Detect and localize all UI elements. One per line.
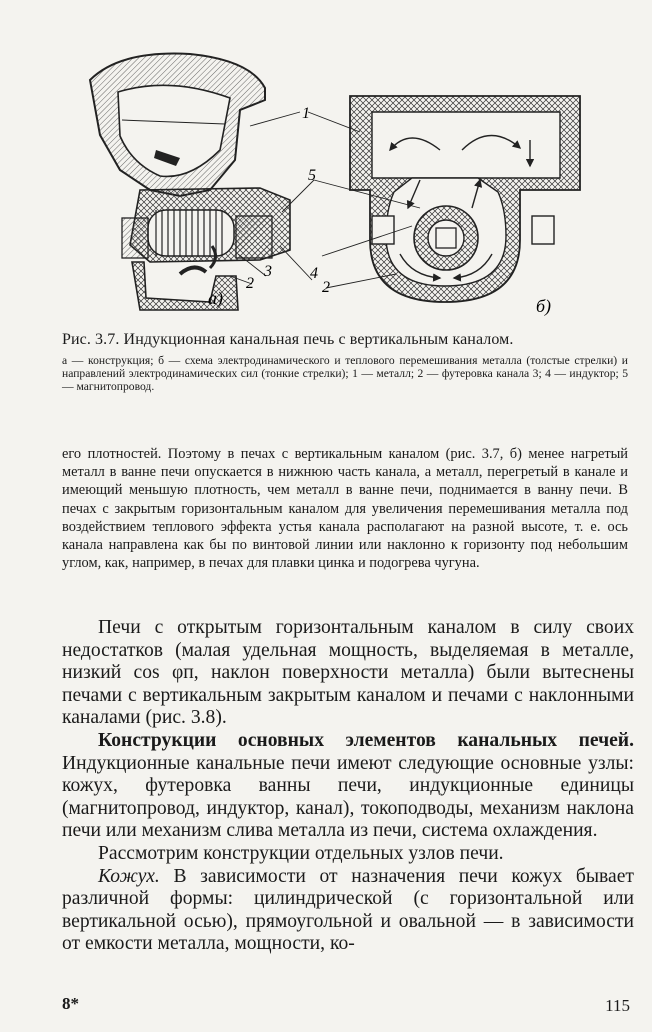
figure-3-7: [60, 40, 620, 330]
drawing-a-label: а): [208, 288, 223, 308]
figure-caption-legend-text: а — конструкция; б — схема электродинамического и теплового перемешивания металла (толстые стрелки) и направлений электродинамических сил (тонкие стрелки); 1 — металл; 2 — футеровка канала 3; 4 — индуктор; 5 — магнитопровод.: [62, 354, 628, 393]
figure-caption-legend: [62, 354, 628, 393]
inductor-coil: [148, 210, 234, 256]
paragraph-casing-text: В зависимости от назначения печи кожух бывает различной формы: цилиндрической (с горизонтальной или вертикальной осью), прямоугольной и овальной — в зависимости от емкости металла, мощности, ко-: [62, 865, 634, 955]
main-text: [62, 617, 634, 956]
callout-2-a: 2: [246, 275, 254, 292]
callout-1: 1: [302, 105, 310, 122]
figure-caption-title: Рис. 3.7. Индукционная канальная печь с вертикальным каналом.: [62, 331, 514, 348]
drawing-b-label: б): [536, 296, 552, 316]
small-print-paragraph: [62, 445, 628, 572]
callout-4: 4: [310, 265, 318, 282]
paragraph-consider: Рассмотрим конструкции отдельных узлов печи.: [98, 842, 504, 864]
page-number: 115: [605, 996, 630, 1015]
callout-2-b: 2: [322, 279, 330, 296]
paragraph-open-channel: Печи с открытым горизонтальным каналом в силу своих недостатков (малая удельная мощность, выделяемая в металле, низкий cos φп, наклон поверхности металла) были вытеснены печами с вертикальным закрытым каналом и печами с наклонными каналами (рис. 3.8).: [62, 617, 634, 729]
section-heading-constructions: Конструкции основных элементов канальных печей.: [98, 729, 634, 751]
small-print-text: его плотностей. Поэтому в печах с вертикальным каналом (рис. 3.7, б) менее нагретый металл в ванне печи опускается в нижнюю часть канала, а металл, перегретый в канале и имеющий меньшую плотность, чем металл в ванне печи, поднимается в ванну печи. В печах с закрытым горизонтальным каналом для увеличения перемешивания металла под воздействием теплового эффекта устья канала располагают на разной высоте, т. е. ось канала направлена как бы по винтовой линии или наклонно к горизонту под небольшим углом, как, например, в печах для плавки цинка и подогрева чугуна.: [62, 446, 628, 572]
drawing-a-construction: [90, 54, 314, 310]
signature-mark: 8*: [62, 994, 79, 1013]
callout-5: 5: [308, 167, 316, 184]
paragraph-constructions-text: Индукционные канальные печи имеют следующие основные узлы: кожух, футеровка ванны печи, индукционные единицы (магнитопровод, индуктор, канал), токоподводы, механизм наклона печи или механизм слива металла из печи, система охлаждения.: [62, 752, 634, 842]
subheading-casing: Кожух.: [98, 865, 160, 887]
paragraph-constructions: [62, 730, 634, 843]
paragraph-casing: [62, 866, 634, 956]
drawing-b-scheme: [308, 96, 580, 302]
callout-3: 3: [264, 263, 272, 280]
